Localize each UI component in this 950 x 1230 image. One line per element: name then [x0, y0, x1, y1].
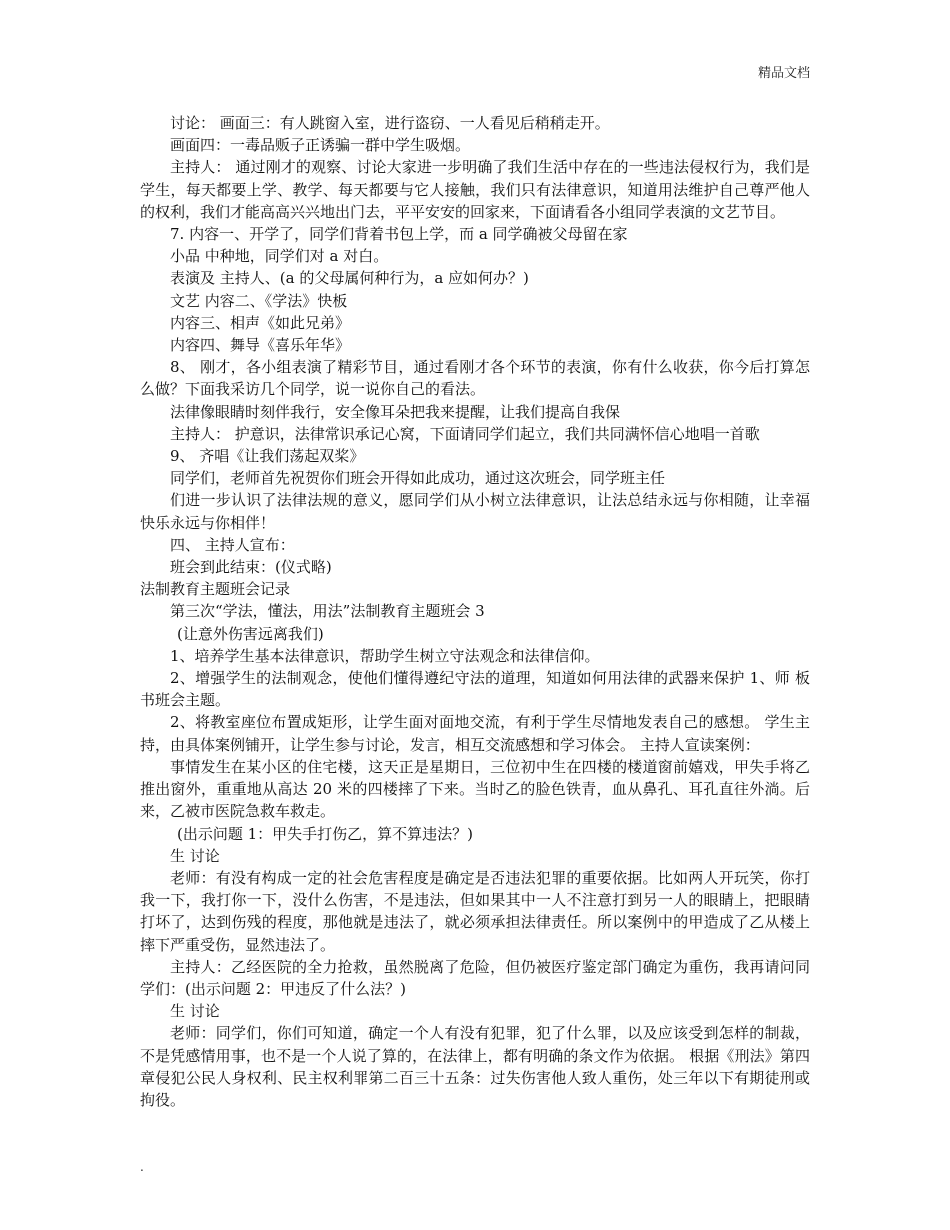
- paragraph: 老师：有没有构成一定的社会危害程度是确定是否违法犯罪的重要依据。比如两人开玩笑，你打我一下，我打你一下，没什么伤害，不是违法，但如果其中一人不注意打到另一人的眼睛上，把眼睛打坏了，达到伤残的程度，那他就是违法了，就必须承担法律责任。所以案例中的甲造成了乙从楼上摔下严重受伤，显然违法了。: [140, 868, 810, 954]
- paragraph: 们进一步认识了法律法规的意义，愿同学们从小树立法律意识，让法总结永远与你相随，让幸福快乐永远与你相伴！: [140, 491, 810, 532]
- paragraph: (让意外伤害远离我们): [177, 624, 324, 643]
- paragraph: 同学们，老师首先祝贺你们班会开得如此成功，通过这次班会，同学班主任: [170, 469, 666, 488]
- paragraph: 主持人：乙经医院的全力抢救，虽然脱离了危险，但仍被医疗鉴定部门确定为重伤，我再请问同学们：(出示问题 2：甲违反了什么法？): [140, 957, 810, 998]
- paragraph: 内容四、舞导《喜乐年华》: [170, 336, 351, 355]
- paragraph: 生 讨论: [170, 846, 220, 865]
- paragraph: 四、 主持人宣布：: [170, 535, 295, 554]
- paragraph: 主持人： 护意识，法律常识承记心窝，下面请同学们起立，我们共同满怀信心地唱一首歌: [170, 424, 760, 443]
- footer-mark: .: [140, 1160, 144, 1174]
- paragraph: 老师：同学们，你们可知道，确定一个人有没有犯罪，犯了什么罪，以及应该受到怎样的制裁，不是凭感情用事，也不是一个人说了算的，在法律上，都有明确的条文作为依据。 根据《刑法》第四章侵犯公民人身权利、民主权利罪第二百三十五条：过失伤害他人致人重伤，处三年以下有期徒刑或拘役。: [140, 1024, 810, 1109]
- paragraph: 讨论： 画面三：有人跳窗入室，进行盗窃、一人看见后稍稍走开。: [170, 114, 610, 132]
- paragraph: 8、 刚才，各小组表演了精彩节目，通过看刚才各个环节的表演，你有什么收获，你今后打算怎么做？下面我采访几个同学，说一说你自己的看法。: [140, 358, 810, 399]
- paragraph: 法律像眼睛时刻伴我行，安全像耳朵把我来提醒，让我们提高自我保: [170, 402, 621, 421]
- paragraph: 7. 内容一、开学了，同学们背着书包上学，而 a 同学确被父母留在家: [170, 225, 628, 244]
- paragraph: 内容三、相声《如此兄弟》: [170, 313, 351, 332]
- paragraph: 生 讨论: [170, 1002, 220, 1021]
- paragraph: 2、将教室座位布置成矩形，让学生面对面地交流，有利于学生尽情地发表自己的感想。 学生主持，由具体案例铺开，让学生参与讨论，发言，相互交流感想和学习体会。 主持人宣读案例：: [140, 713, 810, 754]
- page-header-label: 精品文档: [757, 66, 810, 81]
- document-body: [140, 112, 810, 1111]
- paragraph: 9、 齐唱《让我们荡起双桨》: [170, 447, 365, 466]
- paragraph: 画面四：一毒品贩子正诱骗一群中学生吸烟。: [170, 136, 471, 155]
- paragraph: 文艺 内容二、《学法》快板: [170, 291, 348, 310]
- paragraph: (出示问题 1：甲失手打伤乙，算不算违法？): [177, 824, 474, 843]
- paragraph: 表演及 主持人、(a 的父母属何种行为，a 应如何办？): [170, 269, 529, 288]
- paragraph: 小品 中种地，同学们对 a 对白。: [170, 247, 389, 266]
- paragraph: 主持人： 通过刚才的观察、讨论大家进一步明确了我们生活中存在的一些违法侵权行为，我们是学生，每天都要上学、教学、每天都要与它人接触，我们只有法律意识，知道用法维护自己尊严他人的权利，我们才能高高兴兴地出门去，平平安安的回家来，下面请看各小组同学表演的文艺节目。: [140, 158, 810, 221]
- paragraph: 班会到此结束：(仪式略): [170, 558, 332, 577]
- paragraph: 1、培养学生基本法律意识，帮助学生树立守法观念和法律信仰。: [170, 646, 600, 665]
- paragraph: 2、增强学生的法制观念，使他们懂得遵纪守法的道理，知道如何用法律的武器来保护 1、师 板书班会主题。: [140, 669, 810, 710]
- paragraph: 事情发生在某小区的住宅楼，这天正是星期日，三位初中生在四楼的楼道窗前嬉戏，甲失手将乙推出窗外，重重地从高达 20 米的四楼摔了下来。当时乙的脸色铁青，血从鼻孔、耳孔直往外淌。后来，乙被市医院急救车救走。: [140, 757, 810, 821]
- paragraph: 法制教育主题班会记录: [140, 580, 291, 599]
- paragraph: 第三次“学法，懂法，用法”法制教育主题班会 3: [170, 602, 485, 621]
